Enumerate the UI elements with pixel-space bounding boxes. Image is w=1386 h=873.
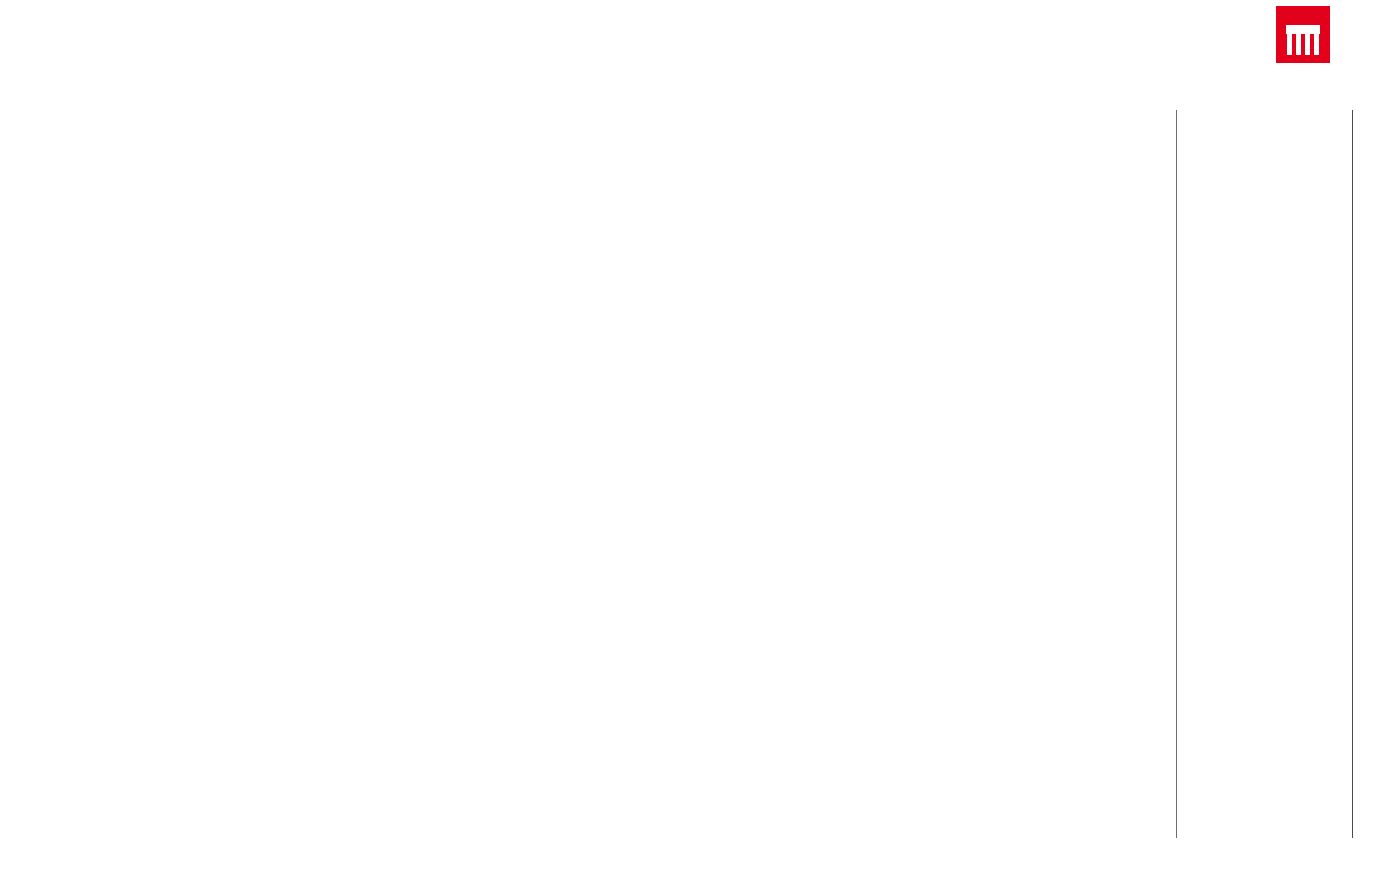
- control-formula-column: [1176, 110, 1353, 838]
- logo-pillars-shape: [1287, 34, 1319, 55]
- hnb-logo-mark: [1276, 6, 1330, 63]
- logo-architrave-shape: [1286, 25, 1320, 34]
- hnb-logo: [1276, 6, 1330, 71]
- vikr3-report-table: [0, 110, 1386, 838]
